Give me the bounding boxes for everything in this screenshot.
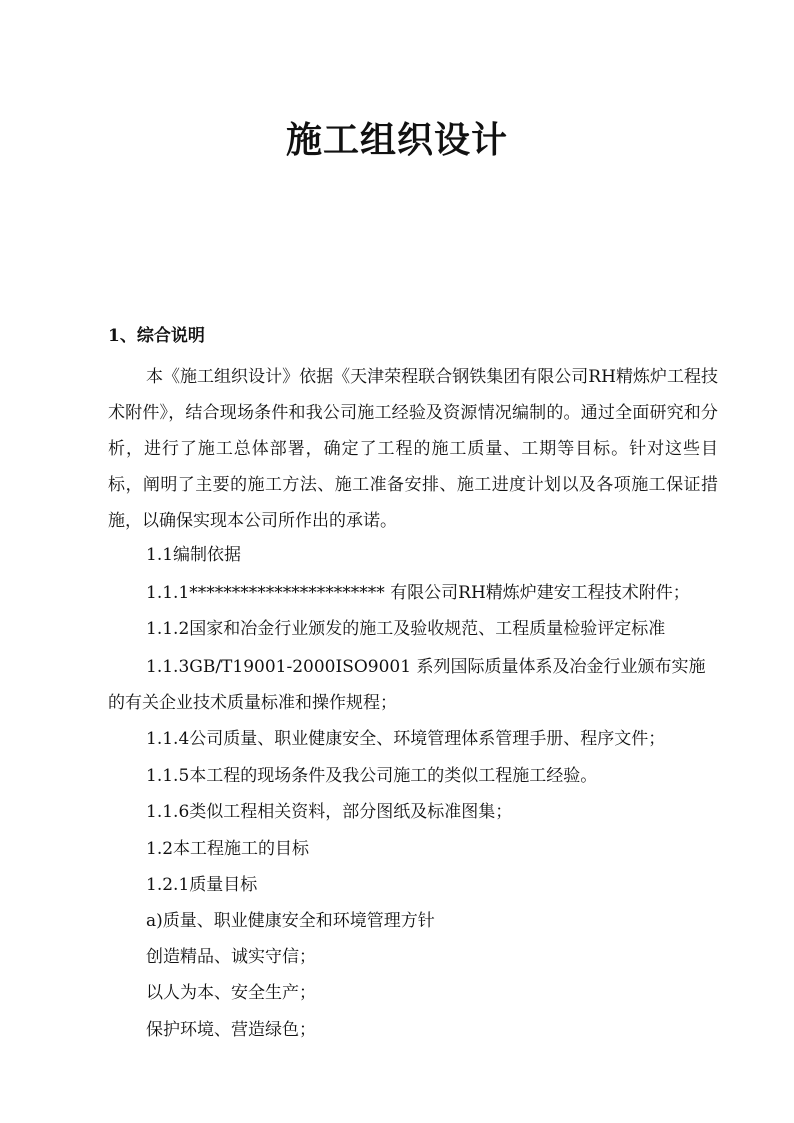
policy-item-3: 保护环境、营造绿色；	[146, 1020, 316, 1040]
basis-item-1: 1.1.1*********************** 有限公司RH精炼炉建安工程技术附件；	[146, 583, 690, 603]
basis-heading: 1.1编制依据	[146, 545, 242, 565]
intro-paragraph: 本《施工组织设计》依据《天津荣程联合钢铁集团有限公司RH精炼炉工程技术附件》，结合现场条件和我公司施工经验及资源情况编制的。通过全面研究和分析，进行了施工总体部署，确定了工程的施工质量、工期等目标。针对这些目标，阐明了主要的施工方法、施工准备安排、施工进度计划以及各项施工保证措施，以确保实现本公司所作出的承诺。	[108, 367, 718, 531]
basis-item-2: 1.1.2国家和冶金行业颁发的施工及验收规范、工程质量检验评定标准	[146, 619, 666, 639]
document-title: 施工组织设计	[285, 119, 508, 161]
policy-item-2: 以人为本、安全生产；	[146, 983, 316, 1003]
basis-item-3-line-2: 的有关企业技术质量标准和操作规程；	[108, 693, 397, 713]
goals-heading: 1.2本工程施工的目标	[146, 839, 310, 859]
basis-item-4: 1.1.4公司质量、职业健康安全、环境管理体系管理手册、程序文件；	[146, 729, 666, 749]
basis-item-3-line-1: 1.1.3GB/T19001-2000ISO9001 系列国际质量体系及冶金行业颁布实施	[146, 657, 706, 677]
section-heading: 1、综合说明	[108, 326, 205, 346]
basis-item-5: 1.1.5本工程的现场条件及我公司施工的类似工程施工经验。	[146, 766, 598, 786]
policy-item-1: 创造精品、诚实守信；	[146, 947, 316, 967]
basis-item-6: 1.1.6类似工程相关资料，部分图纸及标准图集；	[146, 802, 513, 822]
quality-target-heading: 1.2.1质量目标	[146, 875, 258, 895]
policy-heading: a)质量、职业健康安全和环境管理方针	[146, 911, 435, 931]
